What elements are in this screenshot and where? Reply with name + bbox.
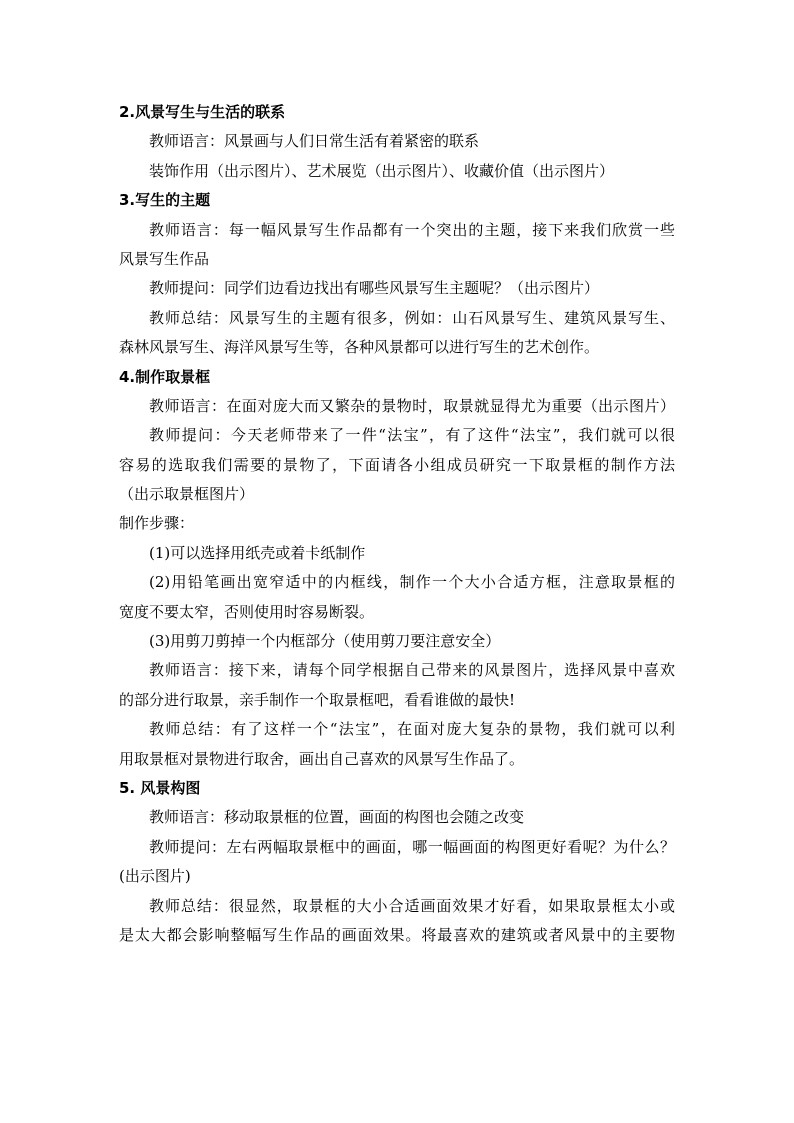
paragraph-line: 教师语言：每一幅风景写生作品都有一个突出的主题，接下来我们欣赏一些: [149, 220, 675, 239]
paragraph-line: 教师总结：很显然，取景框的大小合适画面效果才好看，如果取景框太小或: [149, 896, 675, 915]
section-heading-4: 4.制作取景框: [119, 367, 211, 386]
paragraph-line: 用取景框对景物进行取舍，画出自己喜欢的风景写生作品了。: [119, 749, 525, 768]
paragraph-line: 风景写生作品: [119, 249, 210, 268]
paragraph-line: 教师总结：有了这样一个“法宝”，在面对庞大复杂的景物，我们就可以利: [149, 720, 675, 739]
paragraph-line: 教师语言：移动取景框的位置，画面的构图也会随之改变: [149, 808, 525, 827]
paragraph-line: 教师语言：风景画与人们日常生活有着紧密的联系: [149, 132, 480, 151]
paragraph-line: 森林风景写生、海洋风景写生等，各种风景都可以进行写生的艺术创作。: [119, 338, 600, 357]
step-item: (2)用铅笔画出宽窄适中的内框线，制作一个大小合适方框，注意取景框的: [149, 573, 675, 592]
section-heading-5: 5. 风景构图: [119, 778, 201, 797]
document-body: [119, 98, 675, 950]
paragraph-line: 教师提问：今天老师带来了一件“法宝”，有了这件“法宝”，我们就可以很: [149, 426, 675, 445]
section-heading-3: 3.写生的主题: [119, 191, 211, 210]
step-item: (3)用剪刀剪掉一个内框部分（使用剪刀要注意安全）: [149, 632, 501, 651]
paragraph-line: 宽度不要太窄，否则使用时容易断裂。: [119, 602, 375, 621]
paragraph-line: 是太大都会影响整幅写生作品的画面效果。将最喜欢的建筑或者风景中的主要物: [119, 925, 675, 944]
paragraph-line: 教师提问：同学们边看边找出有哪些风景写生主题呢？（出示图片）: [149, 279, 600, 298]
paragraph-line: 教师语言：接下来，请每个同学根据自己带来的风景图片，选择风景中喜欢: [149, 661, 675, 680]
paragraph-line: 的部分进行取景，亲手制作一个取景框吧，看看谁做的最快!: [119, 690, 516, 709]
paragraph-line: (出示图片): [119, 867, 191, 886]
step-item: (1)可以选择用纸壳或着卡纸制作: [149, 543, 366, 562]
section-heading-2: 2.风景写生与生活的联系: [119, 103, 286, 121]
paragraph-line: 容易的选取我们需要的景物了，下面请各小组成员研究一下取景框的制作方法: [119, 455, 675, 474]
paragraph-line: 装饰作用（出示图片）、艺术展览（出示图片）、收藏价值（出示图片）: [149, 161, 615, 180]
paragraph-line: （出示取景框图片）: [119, 485, 255, 504]
paragraph-line: 制作步骤：: [119, 514, 195, 533]
paragraph-line: 教师提问：左右两幅取景框中的画面，哪一幅画面的构图更好看呢？为什么？: [149, 837, 675, 856]
paragraph-line: 教师语言：在面对庞大而又繁杂的景物时，取景就显得尤为重要（出示图片）: [149, 396, 675, 415]
paragraph-line: 教师总结：风景写生的主题有很多，例如：山石风景写生、建筑风景写生、: [149, 308, 675, 327]
